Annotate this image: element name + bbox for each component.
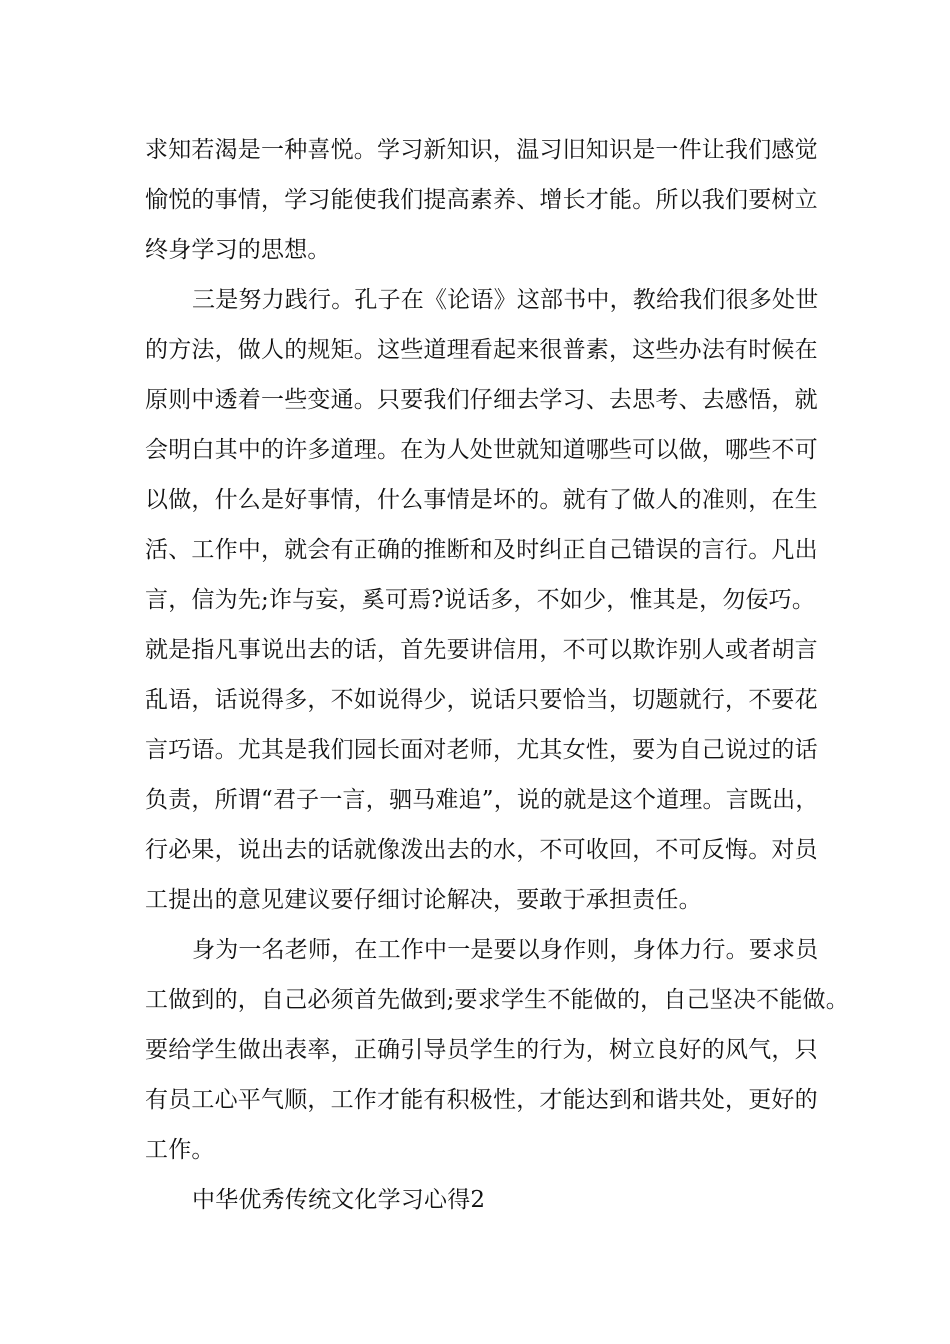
- paragraph-2-line-9: 乱语，话说得多，不如说得少，说话只要恰当，切题就行，不要花: [145, 687, 818, 713]
- paragraph-2-line-8: 就是指凡事说出去的话，首先要讲信用，不可以欺诈别人或者胡言: [145, 637, 818, 663]
- paragraph-2-line-10: 言巧语。尤其是我们园长面对老师，尤其女性，要为自己说过的话: [145, 737, 818, 763]
- paragraph-2-line-13: 工提出的意见建议要仔细讨论解决，要敢于承担责任。: [145, 887, 702, 913]
- paragraph-3-line-5: 工作。: [145, 1137, 215, 1163]
- paragraph-1-line-1: 求知若渴是一种喜悦。学习新知识，温习旧知识是一件让我们感觉: [145, 137, 818, 163]
- paragraph-2-line-3: 原则中透着一些变通。只要我们仔细去学习、去思考、去感悟，就: [145, 387, 818, 413]
- paragraph-2-line-6: 活、工作中，就会有正确的推断和及时纠正自己错误的言行。凡出: [145, 537, 818, 563]
- paragraph-2-line-1: 三是努力践行。孔子在《论语》这部书中，教给我们很多处世: [192, 287, 819, 313]
- paragraph-3-line-2: 工做到的，自己必须首先做到;要求学生不能做的，自己坚决不能做。: [145, 987, 849, 1013]
- paragraph-2-line-7: 言，信为先;诈与妄，奚可焉?说话多，不如少，惟其是，勿佞巧。: [145, 587, 816, 613]
- paragraph-2-line-11: 负责，所谓“君子一言，驷马难追”，说的就是这个道理。言既出，: [145, 787, 819, 813]
- paragraph-2-line-12: 行必果，说出去的话就像泼出去的水，不可收回，不可反悔。对员: [145, 837, 818, 863]
- paragraph-3-line-4: 有员工心平气顺，工作才能有积极性，才能达到和谐共处，更好的: [145, 1087, 818, 1113]
- paragraph-2-line-5: 以做，什么是好事情，什么事情是坏的。就有了做人的准则，在生: [145, 487, 818, 513]
- paragraph-2-line-2: 的方法，做人的规矩。这些道理看起来很普素，这些办法有时候在: [145, 337, 818, 363]
- paragraph-1-line-3: 终身学习的思想。: [145, 237, 331, 263]
- section-heading: 中华优秀传统文化学习心得2: [192, 1187, 486, 1213]
- paragraph-3-line-1: 身为一名老师，在工作中一是要以身作则，身体力行。要求员: [192, 937, 819, 963]
- paragraph-3-line-3: 要给学生做出表率，正确引导员学生的行为，树立良好的风气，只: [145, 1037, 818, 1063]
- paragraph-2-line-4: 会明白其中的许多道理。在为人处世就知道哪些可以做，哪些不可: [145, 437, 818, 463]
- paragraph-1-line-2: 愉悦的事情，学习能使我们提高素养、增长才能。所以我们要树立: [145, 187, 818, 213]
